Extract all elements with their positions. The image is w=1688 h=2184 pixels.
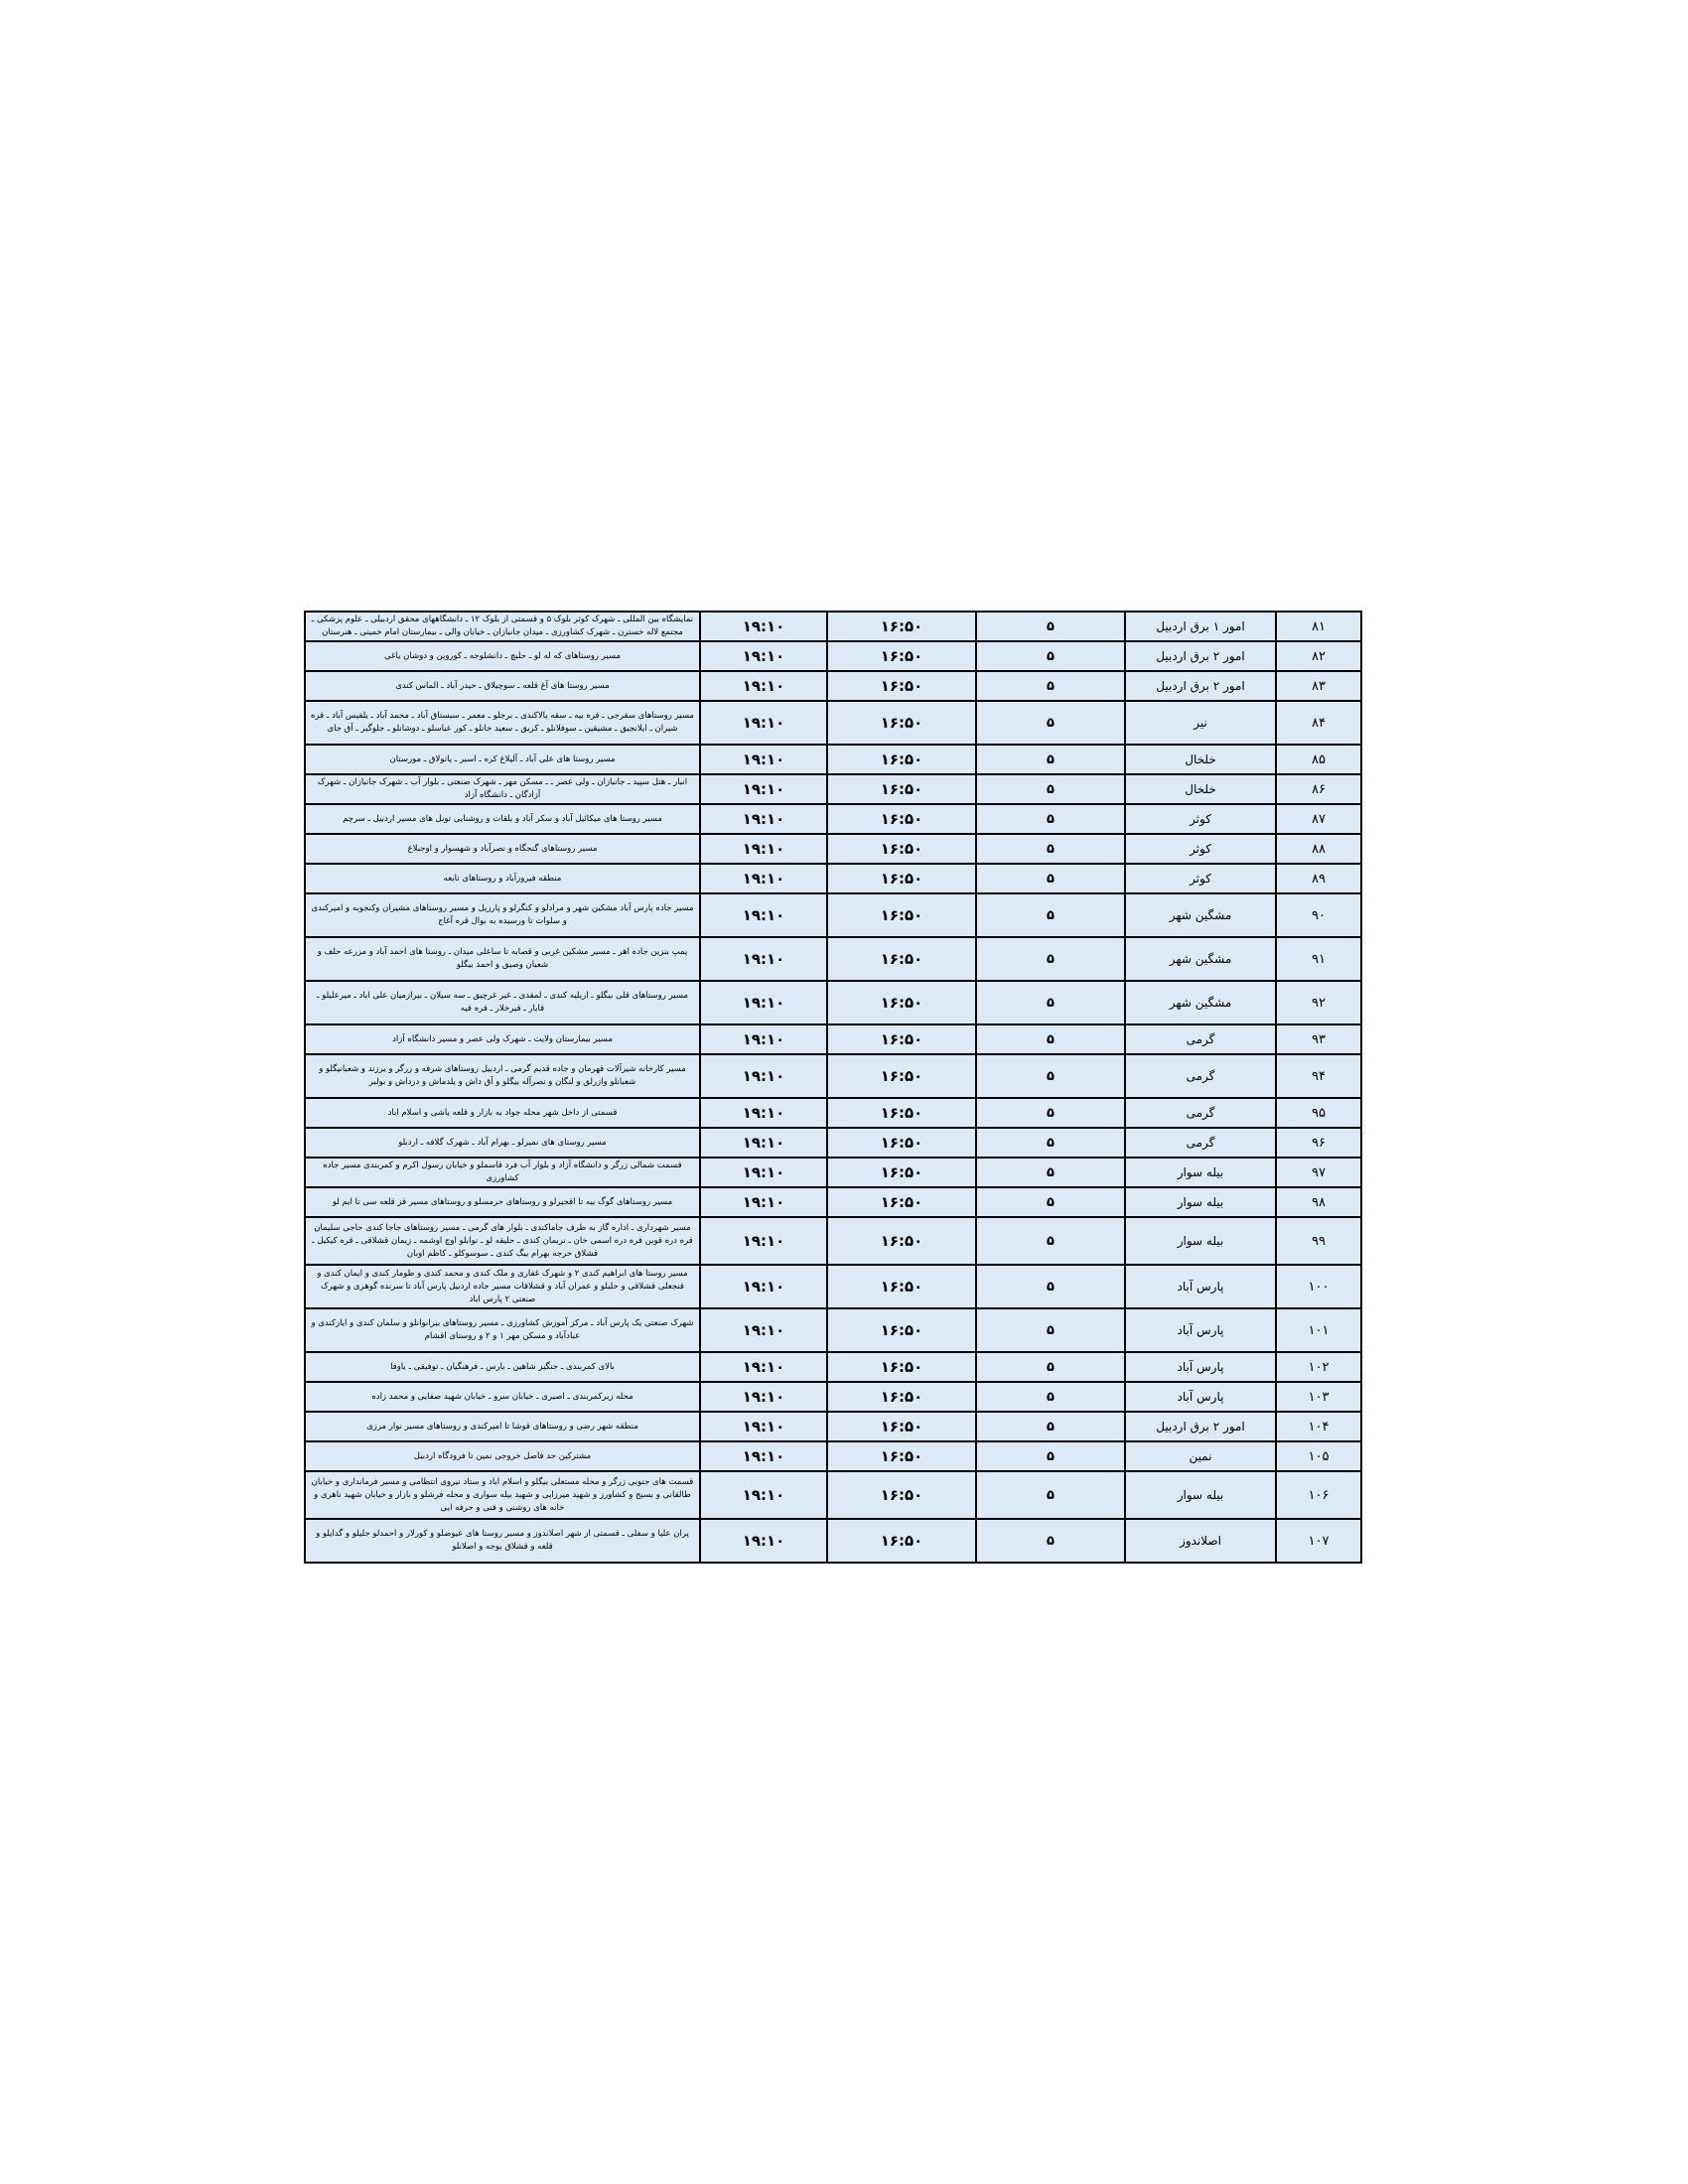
end-time-cell: ۱۹:۱۰ bbox=[700, 745, 827, 774]
city-cell: پارس آباد bbox=[1125, 1352, 1276, 1382]
city-cell: بیله سوار bbox=[1125, 1158, 1276, 1187]
row-number: ۱۰۱ bbox=[1276, 1308, 1361, 1352]
row-number: ۸۳ bbox=[1276, 671, 1361, 701]
end-time-cell: ۱۹:۱۰ bbox=[700, 893, 827, 937]
table-row bbox=[305, 893, 1361, 937]
area-cell: مسیر روستا های علی آباد ـ آلیلاغ کره ـ اسبر ـ یاتولاق ـ مورستان bbox=[305, 745, 700, 774]
start-time-cell: ۱۶:۵۰ bbox=[827, 1441, 976, 1471]
row-number: ۸۴ bbox=[1276, 701, 1361, 745]
end-time-cell: ۱۹:۱۰ bbox=[700, 1382, 827, 1412]
duration-cell: ۵ bbox=[976, 981, 1125, 1024]
area-cell: مسیر روستاهای سقرجی ـ قره بیه ـ سقه یالاکندی ـ برجلو ـ معمر ـ سبستاق آباد ـ محمد آباد ـ یلقیس آباد ـ قره شیران ـ ایلانجیق ـ مشیقین ـ سوفلانلو ـ کریق ـ سعید خانلو ـ کور عباسلو ـ دوشانلو ـ جلوگیر ـ آق جای bbox=[305, 701, 700, 745]
duration-cell: ۵ bbox=[976, 1024, 1125, 1054]
end-time-cell: ۱۹:۱۰ bbox=[700, 834, 827, 864]
city-cell: امور ۲ برق اردبیل bbox=[1125, 641, 1276, 671]
table-row bbox=[305, 1098, 1361, 1128]
end-time-cell: ۱۹:۱۰ bbox=[700, 804, 827, 834]
area-cell: قسمت شمالی زرگر و دانشگاه آزاد و بلوار آب فرد قاسملو و خیابان رسول اکرم و کمربندی مسیر جاده کشاورزی bbox=[305, 1158, 700, 1187]
end-time-cell: ۱۹:۱۰ bbox=[700, 864, 827, 893]
duration-cell: ۵ bbox=[976, 641, 1125, 671]
start-time-cell: ۱۶:۵۰ bbox=[827, 671, 976, 701]
end-time-cell: ۱۹:۱۰ bbox=[700, 1352, 827, 1382]
area-cell: مسیر روستاهای گنجگاه و نصرآباد و شهسوار و اوجبلاغ bbox=[305, 834, 700, 864]
table-row bbox=[305, 864, 1361, 893]
area-cell: مسیر شهرداری ـ اداره گاز به طرف جاماکندی ـ بلوار های گرمی ـ مسیر روستاهای جاجا کندی حاجی سلیمان قره دره قوین قره دره اسمی خان ـ نریمان کندی ـ حلیقه لو ـ نوابلو اوچ اوشمه ـ زیمان قشلاقی ـ قره کیکیل ـ قشلاق حرجه بهرام بیگ کندی ـ سوسوکلو ـ کاظم اوبان bbox=[305, 1217, 700, 1265]
table-row bbox=[305, 745, 1361, 774]
row-number: ۸۵ bbox=[1276, 745, 1361, 774]
table-row bbox=[305, 1187, 1361, 1217]
row-number: ۱۰۴ bbox=[1276, 1412, 1361, 1441]
table-row bbox=[305, 774, 1361, 804]
table-row bbox=[305, 834, 1361, 864]
city-cell: نیر bbox=[1125, 701, 1276, 745]
row-number: ۹۵ bbox=[1276, 1098, 1361, 1128]
duration-cell: ۵ bbox=[976, 1412, 1125, 1441]
area-cell: مسیر بیمارستان ولایت ـ شهرک ولی عصر و مسیر دانشگاه آزاد bbox=[305, 1024, 700, 1054]
table-row bbox=[305, 804, 1361, 834]
row-number: ۹۰ bbox=[1276, 893, 1361, 937]
row-number: ۱۰۲ bbox=[1276, 1352, 1361, 1382]
start-time-cell: ۱۶:۵۰ bbox=[827, 745, 976, 774]
duration-cell: ۵ bbox=[976, 1128, 1125, 1158]
table-row bbox=[305, 701, 1361, 745]
duration-cell: ۵ bbox=[976, 1382, 1125, 1412]
row-number: ۹۴ bbox=[1276, 1054, 1361, 1098]
city-cell: مشگین شهر bbox=[1125, 893, 1276, 937]
duration-cell: ۵ bbox=[976, 745, 1125, 774]
duration-cell: ۵ bbox=[976, 1352, 1125, 1382]
start-time-cell: ۱۶:۵۰ bbox=[827, 1054, 976, 1098]
area-cell: منطقه شهر رضی و روستاهای قوشا تا امیرکندی و روستاهای مسیر نوار مرزی bbox=[305, 1412, 700, 1441]
table-row bbox=[305, 981, 1361, 1024]
end-time-cell: ۱۹:۱۰ bbox=[700, 1519, 827, 1563]
row-number: ۸۷ bbox=[1276, 804, 1361, 834]
end-time-cell: ۱۹:۱۰ bbox=[700, 1441, 827, 1471]
city-cell: مشگین شهر bbox=[1125, 981, 1276, 1024]
row-number: ۹۳ bbox=[1276, 1024, 1361, 1054]
row-number: ۹۲ bbox=[1276, 981, 1361, 1024]
area-cell: محله زیرکمربندی ـ اصیری ـ خیابان سرو ـ خیابان شهید صفایی و محمد زاده bbox=[305, 1382, 700, 1412]
row-number: ۸۶ bbox=[1276, 774, 1361, 804]
start-time-cell: ۱۶:۵۰ bbox=[827, 1265, 976, 1308]
duration-cell: ۵ bbox=[976, 612, 1125, 641]
start-time-cell: ۱۶:۵۰ bbox=[827, 612, 976, 641]
area-cell: منطقه فیروزآباد و روستاهای تابعه bbox=[305, 864, 700, 893]
city-cell: نمین bbox=[1125, 1441, 1276, 1471]
row-number: ۱۰۷ bbox=[1276, 1519, 1361, 1563]
end-time-cell: ۱۹:۱۰ bbox=[700, 774, 827, 804]
end-time-cell: ۱۹:۱۰ bbox=[700, 1308, 827, 1352]
city-cell: گرمی bbox=[1125, 1024, 1276, 1054]
start-time-cell: ۱۶:۵۰ bbox=[827, 1471, 976, 1519]
duration-cell: ۵ bbox=[976, 1158, 1125, 1187]
table-row bbox=[305, 1441, 1361, 1471]
start-time-cell: ۱۶:۵۰ bbox=[827, 864, 976, 893]
city-cell: پارس آباد bbox=[1125, 1382, 1276, 1412]
end-time-cell: ۱۹:۱۰ bbox=[700, 671, 827, 701]
area-cell: مسیر روستا های میکائیل آباد و سکر آباد و بلقات و روشنایی تونل های مسیر اردبیل ـ سرچم bbox=[305, 804, 700, 834]
duration-cell: ۵ bbox=[976, 1187, 1125, 1217]
table-row bbox=[305, 1519, 1361, 1563]
outage-table bbox=[304, 611, 1362, 1564]
city-cell: بیله سوار bbox=[1125, 1217, 1276, 1265]
end-time-cell: ۱۹:۱۰ bbox=[700, 1471, 827, 1519]
end-time-cell: ۱۹:۱۰ bbox=[700, 937, 827, 981]
duration-cell: ۵ bbox=[976, 671, 1125, 701]
duration-cell: ۵ bbox=[976, 1054, 1125, 1098]
start-time-cell: ۱۶:۵۰ bbox=[827, 1519, 976, 1563]
city-cell: پارس آباد bbox=[1125, 1265, 1276, 1308]
start-time-cell: ۱۶:۵۰ bbox=[827, 1128, 976, 1158]
table-row bbox=[305, 671, 1361, 701]
start-time-cell: ۱۶:۵۰ bbox=[827, 1382, 976, 1412]
start-time-cell: ۱۶:۵۰ bbox=[827, 893, 976, 937]
area-cell: بالای کمربندی ـ جنگیز شاهین ـ بارس ـ فرهنگیان ـ توفیقی ـ یاوفا bbox=[305, 1352, 700, 1382]
city-cell: مشگین شهر bbox=[1125, 937, 1276, 981]
table-row bbox=[305, 937, 1361, 981]
start-time-cell: ۱۶:۵۰ bbox=[827, 937, 976, 981]
duration-cell: ۵ bbox=[976, 1217, 1125, 1265]
city-cell: امور ۱ برق اردبیل bbox=[1125, 612, 1276, 641]
area-cell: مسیر روستای های نمیرلو ـ بهرام آباد ـ شهرک گلافه ـ اردبلو bbox=[305, 1128, 700, 1158]
city-cell: پارس آباد bbox=[1125, 1308, 1276, 1352]
area-cell: مسیر کارخانه شیرآلات قهرمان و جاده قدیم گرمی ـ اردبیل روستاهای شرفه و زرگر و یرزند و شعبانیگلو و شعبانلو وازرلق و لنگان و نصرآله بیگلو و آق داش و یلدماش و درداش و بولبر bbox=[305, 1054, 700, 1098]
area-cell: مسیر روستاهای که له لو ـ حلبچ ـ دانشلوجه ـ کوروین و دوشان یاغی bbox=[305, 641, 700, 671]
duration-cell: ۵ bbox=[976, 1308, 1125, 1352]
duration-cell: ۵ bbox=[976, 1098, 1125, 1128]
area-cell: قسمت های جنوبی زرگر و محله مستعلی بیگلو و اسلام اباد و ستاد نیروی انتظامی و مسیر فرمانداری و خیابان طالقانی و بسیج و کشاورز و شهید میرزایی و شهید بیله سواری و محله فرشلو و بازار و خیابان شهید ناهری و خانه های روشنی و فنی و حرفه ایی bbox=[305, 1471, 700, 1519]
end-time-cell: ۱۹:۱۰ bbox=[700, 1412, 827, 1441]
city-cell: امور ۲ برق اردبیل bbox=[1125, 671, 1276, 701]
end-time-cell: ۱۹:۱۰ bbox=[700, 1158, 827, 1187]
duration-cell: ۵ bbox=[976, 864, 1125, 893]
table-row bbox=[305, 612, 1361, 641]
city-cell: کوثر bbox=[1125, 864, 1276, 893]
start-time-cell: ۱۶:۵۰ bbox=[827, 804, 976, 834]
start-time-cell: ۱۶:۵۰ bbox=[827, 1308, 976, 1352]
table-row bbox=[305, 1382, 1361, 1412]
duration-cell: ۵ bbox=[976, 1471, 1125, 1519]
area-cell: پمپ بنزین جاده اهر ـ مسیر مشکین غربی و قصابه تا ساعلی میدان ـ روستا های احمد آباد و مزرعه حلف و شعبان وصیق و احمد بیگلو bbox=[305, 937, 700, 981]
start-time-cell: ۱۶:۵۰ bbox=[827, 1352, 976, 1382]
area-cell: نمایشگاه بین المللی ـ شهرک کوثر بلوک ۵ و قسمتی از بلوک ۱۲ ـ دانشگاههای محقق اردبیلی ـ علوم پزشکی ـ مجتمع لاله خسترن ـ شهرک کشاورزی ـ میدان جانبازان ـ خیابان والی ـ بیمارستان امام خمینی ـ هنرستان bbox=[305, 612, 700, 641]
end-time-cell: ۱۹:۱۰ bbox=[700, 1128, 827, 1158]
area-cell: انبار ـ هتل سپید ـ جانبازان ـ ولی عصر ـ ـ مسکن مهر ـ شهرک صنعتی ـ بلوار آب ـ شهرک جانبازان ـ شهرک آزادگان ـ دانشگاه آزاد bbox=[305, 774, 700, 804]
end-time-cell: ۱۹:۱۰ bbox=[700, 612, 827, 641]
row-number: ۱۰۰ bbox=[1276, 1265, 1361, 1308]
row-number: ۹۱ bbox=[1276, 937, 1361, 981]
end-time-cell: ۱۹:۱۰ bbox=[700, 1054, 827, 1098]
table-row bbox=[305, 1128, 1361, 1158]
table-row bbox=[305, 1308, 1361, 1352]
area-cell: مسیر روستاهای قلی بیگلو ـ اریلیه کندی ـ لمقدی ـ غیر غرچیق ـ سه سیلان ـ بیرازمیان علی اباد ـ میرعلیلو ـ قابار ـ قیرخلار ـ قره قیه bbox=[305, 981, 700, 1024]
area-cell: مسیر جاده پارس آباد مشکین شهر و مرادلو و کنگرلو و پارزیل و مسیر روستاهای مشیران وکنجوبه و امیرکندی و سلوات تا ورسیده به بوال قره آغاج bbox=[305, 893, 700, 937]
duration-cell: ۵ bbox=[976, 834, 1125, 864]
area-cell: مسیر روستاهای گوگ بیه تا اقجیرلو و روستاهای حرمسلو و روستاهای مسیر قز قلعه سی تا ایم لو bbox=[305, 1187, 700, 1217]
start-time-cell: ۱۶:۵۰ bbox=[827, 1024, 976, 1054]
start-time-cell: ۱۶:۵۰ bbox=[827, 834, 976, 864]
start-time-cell: ۱۶:۵۰ bbox=[827, 1412, 976, 1441]
start-time-cell: ۱۶:۵۰ bbox=[827, 1217, 976, 1265]
end-time-cell: ۱۹:۱۰ bbox=[700, 1098, 827, 1128]
row-number: ۸۸ bbox=[1276, 834, 1361, 864]
duration-cell: ۵ bbox=[976, 1519, 1125, 1563]
table-row bbox=[305, 1024, 1361, 1054]
area-cell: شهرک صنعتی یک پارس آباد ـ مرکز آموزش کشاورزی ـ مسیر روستاهای بیرانوانلو و سلمان کندی و ایازکندی و عبادآباد و مسکن مهر ۱ و ۲ و روستای اقشام bbox=[305, 1308, 700, 1352]
table-row bbox=[305, 1158, 1361, 1187]
end-time-cell: ۱۹:۱۰ bbox=[700, 1265, 827, 1308]
city-cell: امور ۲ برق اردبیل bbox=[1125, 1412, 1276, 1441]
start-time-cell: ۱۶:۵۰ bbox=[827, 701, 976, 745]
duration-cell: ۵ bbox=[976, 937, 1125, 981]
city-cell: اصلاندوز bbox=[1125, 1519, 1276, 1563]
row-number: ۹۶ bbox=[1276, 1128, 1361, 1158]
row-number: ۱۰۶ bbox=[1276, 1471, 1361, 1519]
table-row bbox=[305, 641, 1361, 671]
outage-table-body bbox=[305, 612, 1361, 1563]
row-number: ۸۱ bbox=[1276, 612, 1361, 641]
outage-table-sheet bbox=[304, 611, 1362, 1564]
area-cell: پران علیا و سفلی ـ قسمتی از شهر اصلاندوز و مسیر روستا های عیوضلو و کورلار و احمدلو جلیلو و گدایلو و قلعه و قشلاق یوجه و اصلانلو bbox=[305, 1519, 700, 1563]
area-cell: قسمتی از داخل شهر محله جواد به بازار و قلعه یاشی و اسلام اباد bbox=[305, 1098, 700, 1128]
city-cell: خلخال bbox=[1125, 745, 1276, 774]
start-time-cell: ۱۶:۵۰ bbox=[827, 1158, 976, 1187]
duration-cell: ۵ bbox=[976, 804, 1125, 834]
duration-cell: ۵ bbox=[976, 1265, 1125, 1308]
city-cell: بیله سوار bbox=[1125, 1187, 1276, 1217]
start-time-cell: ۱۶:۵۰ bbox=[827, 981, 976, 1024]
row-number: ۸۲ bbox=[1276, 641, 1361, 671]
table-row bbox=[305, 1054, 1361, 1098]
start-time-cell: ۱۶:۵۰ bbox=[827, 641, 976, 671]
row-number: ۹۹ bbox=[1276, 1217, 1361, 1265]
start-time-cell: ۱۶:۵۰ bbox=[827, 1098, 976, 1128]
duration-cell: ۵ bbox=[976, 701, 1125, 745]
city-cell: خلخال bbox=[1125, 774, 1276, 804]
row-number: ۱۰۳ bbox=[1276, 1382, 1361, 1412]
start-time-cell: ۱۶:۵۰ bbox=[827, 1187, 976, 1217]
table-row bbox=[305, 1265, 1361, 1308]
table-row bbox=[305, 1217, 1361, 1265]
table-row bbox=[305, 1352, 1361, 1382]
table-row bbox=[305, 1471, 1361, 1519]
city-cell: گرمی bbox=[1125, 1098, 1276, 1128]
duration-cell: ۵ bbox=[976, 774, 1125, 804]
end-time-cell: ۱۹:۱۰ bbox=[700, 1187, 827, 1217]
row-number: ۱۰۵ bbox=[1276, 1441, 1361, 1471]
end-time-cell: ۱۹:۱۰ bbox=[700, 1024, 827, 1054]
city-cell: گرمی bbox=[1125, 1128, 1276, 1158]
city-cell: گرمی bbox=[1125, 1054, 1276, 1098]
end-time-cell: ۱۹:۱۰ bbox=[700, 641, 827, 671]
area-cell: مسیر روستا های آغ قلعه ـ سوچیلاق ـ حیدر آباد ـ الماس کندی bbox=[305, 671, 700, 701]
end-time-cell: ۱۹:۱۰ bbox=[700, 701, 827, 745]
area-cell: مسیر روستا های ابراهیم کندی ۲ و شهرک غفاری و ملک کندی و محمد کندی و طومار کندی و ایمان کندی و قنجعلی قشلاقی و حلبلو و عمران آباد و قشلاقات مسیر جاده اردبیل پارس آباد تا سرنده گوهری و شهرک صنعتی ۲ پارس اباد bbox=[305, 1265, 700, 1308]
city-cell: کوثر bbox=[1125, 804, 1276, 834]
end-time-cell: ۱۹:۱۰ bbox=[700, 1217, 827, 1265]
row-number: ۸۹ bbox=[1276, 864, 1361, 893]
area-cell: مشترکین حد فاصل خروجی نمین تا فرودگاه اردبیل bbox=[305, 1441, 700, 1471]
row-number: ۹۷ bbox=[1276, 1158, 1361, 1187]
row-number: ۹۸ bbox=[1276, 1187, 1361, 1217]
city-cell: بیله سوار bbox=[1125, 1471, 1276, 1519]
duration-cell: ۵ bbox=[976, 1441, 1125, 1471]
table-row bbox=[305, 1412, 1361, 1441]
start-time-cell: ۱۶:۵۰ bbox=[827, 774, 976, 804]
end-time-cell: ۱۹:۱۰ bbox=[700, 981, 827, 1024]
duration-cell: ۵ bbox=[976, 893, 1125, 937]
city-cell: کوثر bbox=[1125, 834, 1276, 864]
